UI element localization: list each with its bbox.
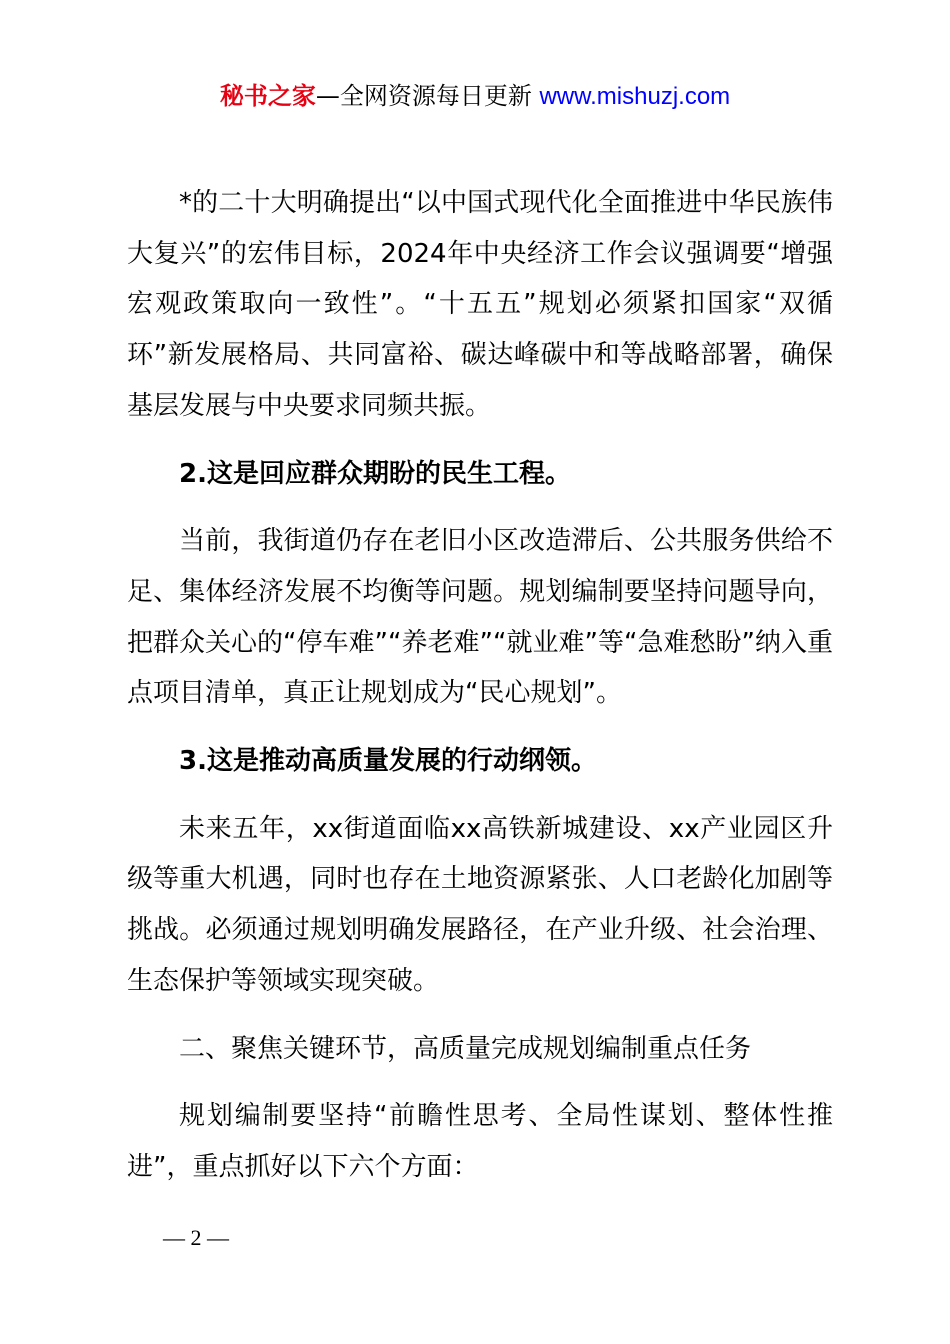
subheading-2: 2.这是回应群众期盼的民生工程。 (179, 458, 571, 489)
subheading-3: 3.这是推动高质量发展的行动纲领。 (179, 746, 597, 777)
page-number: — 2 — (163, 1225, 229, 1250)
paragraph-tasks: 规划编制要坚持“前瞻性思考、全局性谋划、整体性推进”，重点抓好以下六个方面： (127, 1101, 833, 1182)
section-heading-2: 二、聚焦关键环节，高质量完成规划编制重点任务 (179, 1033, 752, 1064)
page-header (0, 78, 950, 115)
paragraph-intro: *的二十大明确提出“以中国式现代化全面推进中华民族伟大复兴”的宏伟目标，2024年中央经济工作会议强调要“增强宏观政策取向一致性”。“十五五”规划必须紧扣国家“双循环”新发展格局、共同富裕、碳达峰碳中和等战略部署，确保基层发展与中央要求同频共振。 (127, 188, 833, 421)
site-url[interactable]: www.mishuzj.com (539, 83, 731, 110)
paragraph-development: 未来五年，xx街道面临xx高铁新城建设、xx产业园区升级等重大机遇，同时也存在土地资源紧张、人口老龄化加剧等挑战。必须通过规划明确发展路径，在产业升级、社会治理、生态保护等领域实现突破。 (127, 813, 833, 996)
brand-name: 秘书之家 (219, 82, 316, 110)
document-body (127, 178, 833, 1193)
paragraph-livelihood: 当前，我街道仍存在老旧小区改造滞后、公共服务供给不足、集体经济发展不均衡等问题。规划编制要坚持问题导向，把群众关心的“停车难”“养老难”“就业难”等“急难愁盼”纳入重点项目清单，真正让规划成为“民心规划”。 (127, 526, 833, 709)
header-tagline: —全网资源每日更新 (315, 82, 540, 110)
